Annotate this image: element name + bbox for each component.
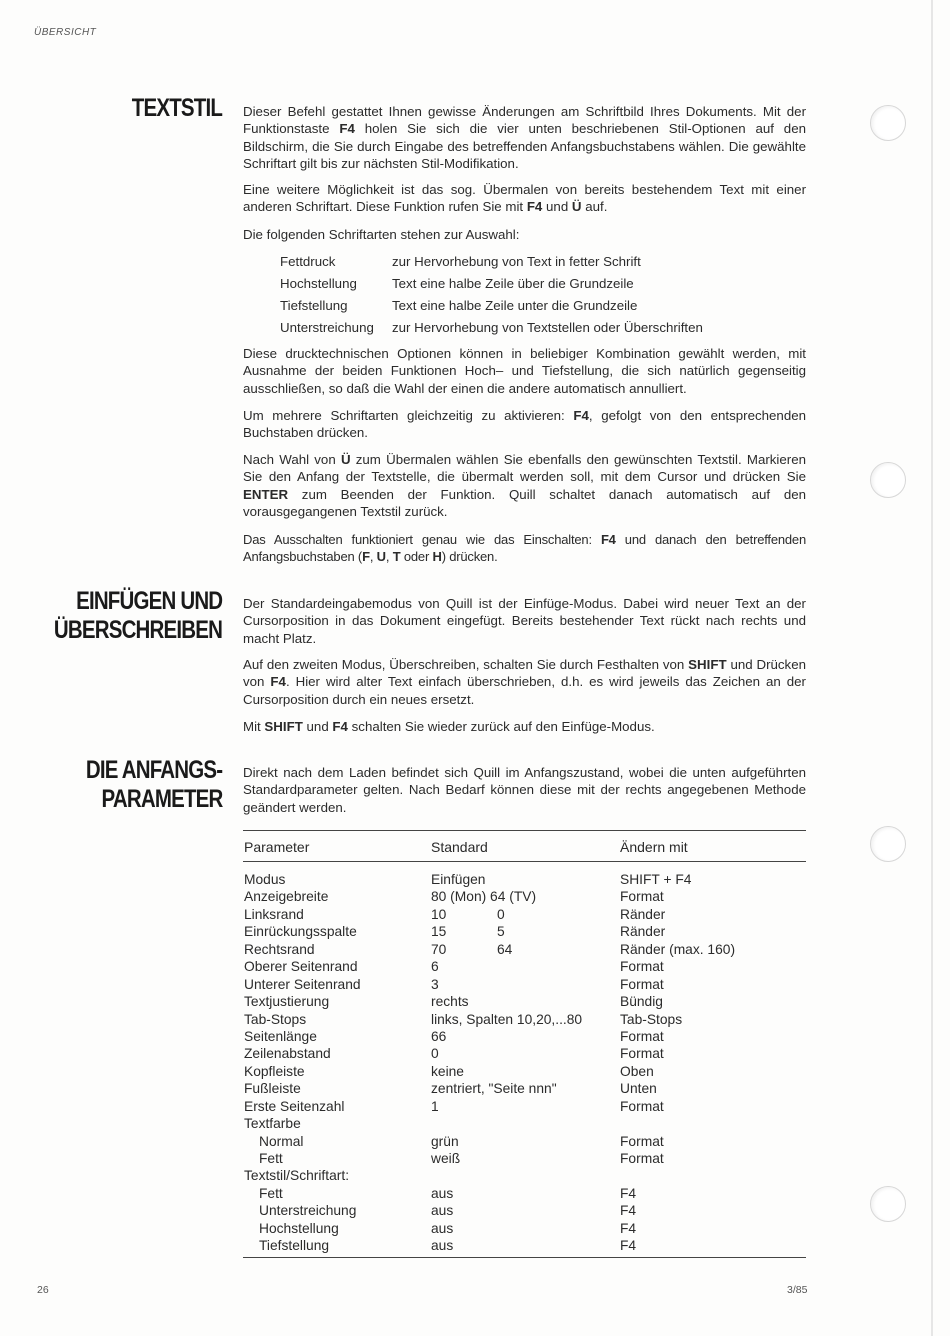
table-body <box>243 862 806 1255</box>
paragraph <box>243 345 806 397</box>
text-run: und danach den betreffenden Anfangsbuchstaben ( <box>243 532 806 565</box>
paragraph <box>243 656 806 708</box>
section-heading-anfangs-line2: PARAMETER <box>101 785 222 813</box>
cell-standard-tv: 5 <box>497 924 505 940</box>
style-option-row <box>280 297 637 314</box>
cell-parameter: Unterer Seitenrand <box>244 976 361 992</box>
cell-parameter: Hochstellung <box>259 1220 339 1236</box>
paragraph <box>243 718 806 735</box>
paragraph: Die folgenden Schriftarten stehen zur Auswahl: <box>243 227 520 242</box>
bold-run: U <box>376 549 386 565</box>
binder-hole <box>870 1186 906 1222</box>
text-run: Das Ausschalten funktioniert genau wie das Einschalten: <box>243 532 601 547</box>
text-run: Um mehrere Schriftarten gleichzeitig zu aktivieren: <box>243 408 574 423</box>
parameter-table <box>243 830 806 1258</box>
cell-aendern: Format <box>620 889 664 905</box>
cell-parameter: Kopfleiste <box>244 1063 305 1079</box>
text-run: , <box>385 549 393 565</box>
table-header-aendern: Ändern mit <box>620 839 688 855</box>
bold-run: H <box>432 549 442 565</box>
cell-parameter: Unterstreichung <box>259 1203 357 1219</box>
cell-parameter: Textjustierung <box>244 994 330 1010</box>
cell-parameter: Fußleiste <box>244 1081 301 1097</box>
cell-aendern: F4 <box>620 1203 637 1219</box>
cell-standard: aus <box>431 1238 454 1254</box>
cell-standard: links, Spalten 10,20,...80 <box>431 1011 583 1027</box>
text-run: Mit <box>243 719 265 734</box>
cell-standard: aus <box>431 1220 454 1236</box>
cell-standard: grün <box>431 1133 459 1149</box>
style-option-desc: Text eine halbe Zeile über die Grundzeile <box>392 276 634 291</box>
cell-parameter: Fett <box>259 1151 283 1166</box>
binder-hole <box>870 826 906 862</box>
table-row <box>243 1167 806 1184</box>
cell-aendern: Format <box>620 1046 664 1062</box>
text-run: Eine weitere Möglichkeit ist das sog. Übermalen von bereits bestehendem Text mit einer anderen Schriftart. Diese Funktion rufen Sie mit <box>243 182 806 215</box>
cell-parameter: Rechtsrand <box>244 941 315 957</box>
cell-standard: Einfügen <box>431 872 486 887</box>
text-run: Auf den zweiten Modus, Überschreiben, schalten Sie durch Festhalten von <box>243 657 689 672</box>
paragraph <box>243 531 806 566</box>
edition-date: 3/85 <box>787 1284 808 1296</box>
text-run: Diese drucktechnischen Optionen können in beliebiger Kombination gewählt werden, mit Ausnahme der beiden Funktionen Hoch– und Tiefstellung, die sich natürlich gegenseitig ausschließen, so daß die Wahl der einen die andere automatisch annulliert. <box>243 346 806 396</box>
text-run: oder <box>400 549 433 565</box>
text-run: und <box>302 719 333 734</box>
cell-standard-tv: 64 <box>497 941 513 957</box>
cell-parameter: Seitenlänge <box>244 1028 317 1044</box>
cell-aendern: Format <box>620 1028 664 1044</box>
cell-parameter: Tiefstellung <box>259 1238 330 1254</box>
cell-aendern: F4 <box>620 1220 637 1236</box>
cell-parameter: Fett <box>259 1185 283 1201</box>
table-row <box>243 1115 806 1132</box>
paragraph <box>243 103 806 173</box>
cell-aendern-note: (max. 160) <box>665 941 736 957</box>
cell-aendern: SHIFT + F4 <box>620 872 692 887</box>
style-option-name: Fettdruck <box>280 254 336 269</box>
text-run: zum Übermalen wählen Sie ebenfalls den gewünschten Textstil. Markieren Sie den Anfang der Textstelle, die übermalt werden soll, mit dem Cursor und drücken Sie <box>243 452 806 485</box>
bold-run: F4 <box>526 199 543 215</box>
cell-parameter: Textstil/Schriftart: <box>244 1168 350 1184</box>
cell-aendern: Format <box>620 976 664 992</box>
table-row <box>243 888 806 905</box>
table-row <box>243 958 806 975</box>
cell-standard: 0 <box>431 1046 439 1062</box>
running-header: ÜBERSICHT <box>34 27 97 38</box>
cell-standard: 1 <box>431 1098 439 1114</box>
table-row <box>243 1237 806 1254</box>
text-run: Der Standardeingabemodus von Quill ist der Einfüge-Modus. Dabei wird neuer Text an der Cursorposition in das Dokument eingefügt. Bereits bestehender Text rückt nach rechts und macht Platz. <box>243 596 806 646</box>
style-option-row <box>280 319 703 336</box>
cell-standard: aus <box>431 1185 454 1201</box>
page-edge <box>931 0 933 1336</box>
bold-run: T <box>392 549 401 565</box>
table-rule-bottom <box>243 1257 806 1258</box>
table-header-standard: Standard <box>431 839 488 855</box>
text-run: und Drücken von <box>243 657 806 690</box>
table-row <box>243 1185 806 1202</box>
cell-parameter: Oberer Seitenrand <box>244 959 358 975</box>
cell-aendern: F4 <box>620 1238 637 1254</box>
cell-standard: aus <box>431 1203 454 1219</box>
text-run: auf. <box>581 199 608 215</box>
table-header-row <box>243 831 806 861</box>
cell-parameter: Einrückungsspalte <box>244 924 357 940</box>
cell-standard: 66 <box>431 1028 447 1044</box>
section-heading-anfangs: DIE ANFANGS- <box>85 756 222 784</box>
style-option-desc: zur Hervorhebung von Textstellen oder Überschriften <box>392 320 703 335</box>
cell-parameter: Zeilenabstand <box>244 1046 331 1062</box>
cell-parameter: Anzeigebreite <box>244 889 329 905</box>
table-row <box>243 1150 806 1167</box>
bold-run: F4 <box>332 719 348 734</box>
table-row <box>243 1098 806 1115</box>
cell-standard: zentriert, "Seite nnn" <box>431 1081 557 1097</box>
text-run: schalten Sie wieder zurück auf den Einfüge-Modus. <box>347 719 655 734</box>
table-row <box>243 1220 806 1237</box>
cell-standard: 10 <box>431 906 447 922</box>
table-row <box>243 1028 806 1045</box>
cell-aendern: Ränder (max. 160) <box>620 941 736 957</box>
section-heading-einfuegen: EINFÜGEN UND <box>75 587 222 615</box>
cell-aendern: Bündig <box>620 994 663 1010</box>
cell-aendern: Format <box>620 959 664 975</box>
text-run: und <box>542 199 572 215</box>
cell-parameter: Linksrand <box>244 906 304 922</box>
cell-standard: 80 (Mon) 64 (TV) <box>431 889 537 905</box>
table-row <box>243 1202 806 1219</box>
table-row <box>243 1011 806 1028</box>
bold-run: SHIFT <box>688 657 727 672</box>
bold-run: Ü <box>571 199 582 215</box>
text-run: , gefolgt von den entsprechenden Buchstaben drücken. <box>243 408 806 441</box>
style-option-desc: Text eine halbe Zeile unter die Grundzeile <box>392 298 638 313</box>
cell-parameter: Tab-Stops <box>244 1011 307 1027</box>
style-option-row <box>280 253 641 270</box>
cell-aendern: Tab-Stops <box>620 1011 683 1027</box>
text-run: . Hier wird alter Text einfach überschrieben, d.h. es wird jeweils das Zeichen an der Cursorposition durch ein neues ersetzt. <box>243 674 806 707</box>
section-heading-textstil: TEXTSTIL <box>131 94 222 122</box>
cell-parameter: Normal <box>259 1133 304 1149</box>
bold-run: Ü <box>340 452 351 467</box>
cell-aendern: Oben <box>620 1063 654 1079</box>
table-header-parameter: Parameter <box>244 839 310 855</box>
cell-parameter: Erste Seitenzahl <box>244 1098 345 1114</box>
cell-standard: 6 <box>431 959 439 975</box>
bold-run: F4 <box>270 674 286 690</box>
table-row <box>243 1133 806 1150</box>
text-run: Direkt nach dem Laden befindet sich Quill im Anfangszustand, wobei die unten aufgeführten Standardparameter gelten. Nach Bedarf können diese mit der rechts angegebenen Methode geändert werden. <box>243 765 806 815</box>
page-number: 26 <box>37 1284 49 1296</box>
cell-parameter: Textfarbe <box>244 1116 301 1132</box>
cell-aendern: Unten <box>620 1081 657 1097</box>
cell-parameter: Modus <box>244 872 286 887</box>
paragraph <box>243 407 806 442</box>
paragraph <box>243 451 806 521</box>
table-row <box>243 1063 806 1080</box>
cell-aendern: Ränder <box>620 924 666 940</box>
text-run: holen Sie sich die vier unten beschriebenen Stil-Optionen auf den Bildschirm, die Sie durch Eingabe des betreffenden Anfangsbuchstabens wählen. Die gewählte Schriftart gilt bis zur nächsten Stil-Modifikation. <box>243 121 806 172</box>
style-option-name: Hochstellung <box>280 276 357 291</box>
paragraph <box>243 595 806 647</box>
table-row <box>243 923 806 940</box>
cell-aendern: Format <box>620 1151 664 1166</box>
table-row <box>243 993 806 1010</box>
bold-run: SHIFT <box>264 719 303 734</box>
style-option-name: Tiefstellung <box>280 298 348 313</box>
cell-aendern: Ränder <box>620 906 666 922</box>
style-option-row <box>280 275 634 292</box>
cell-standard: 70 <box>431 941 447 957</box>
table-row <box>243 941 806 958</box>
style-option-name: Unterstreichung <box>280 320 374 335</box>
cell-standard: weiß <box>431 1151 461 1166</box>
bold-run: F <box>362 549 370 565</box>
cell-standard-tv: 0 <box>497 906 505 922</box>
cell-standard: 3 <box>431 976 439 992</box>
cell-standard: rechts <box>431 994 469 1010</box>
table-row <box>243 1045 806 1062</box>
binder-hole <box>870 462 906 498</box>
table-row <box>243 976 806 993</box>
paragraph <box>243 181 806 216</box>
text-run: Nach Wahl von <box>243 452 341 467</box>
text-run: Dieser Befehl gestattet Ihnen gewisse Änderungen am Schriftbild Ihres Dokuments. Mit der Funktionstaste <box>243 104 806 137</box>
style-option-desc: zur Hervorhebung von Text in fetter Schrift <box>392 254 641 269</box>
bold-run: F4 <box>573 408 589 423</box>
table-row <box>243 871 806 888</box>
cell-standard: keine <box>431 1063 464 1079</box>
binder-hole <box>870 105 906 141</box>
text-run: zum Beenden der Funktion. Quill schaltet danach automatisch auf den vorausgegangenen Textstil zurück. <box>243 486 806 520</box>
text-run: ) drücken. <box>441 549 498 565</box>
bold-run: ENTER <box>243 486 289 502</box>
cell-aendern: Format <box>620 1133 664 1149</box>
bold-run: F4 <box>339 121 355 137</box>
text-run: , <box>369 549 377 565</box>
bold-run: F4 <box>600 532 616 547</box>
cell-aendern: F4 <box>620 1185 637 1201</box>
table-row <box>243 1080 806 1097</box>
table-row <box>243 906 806 923</box>
cell-aendern: Format <box>620 1098 664 1114</box>
section-heading-einfuegen-line2: ÜBERSCHREIBEN <box>53 616 222 644</box>
cell-standard: 15 <box>431 924 447 940</box>
paragraph <box>243 764 806 816</box>
